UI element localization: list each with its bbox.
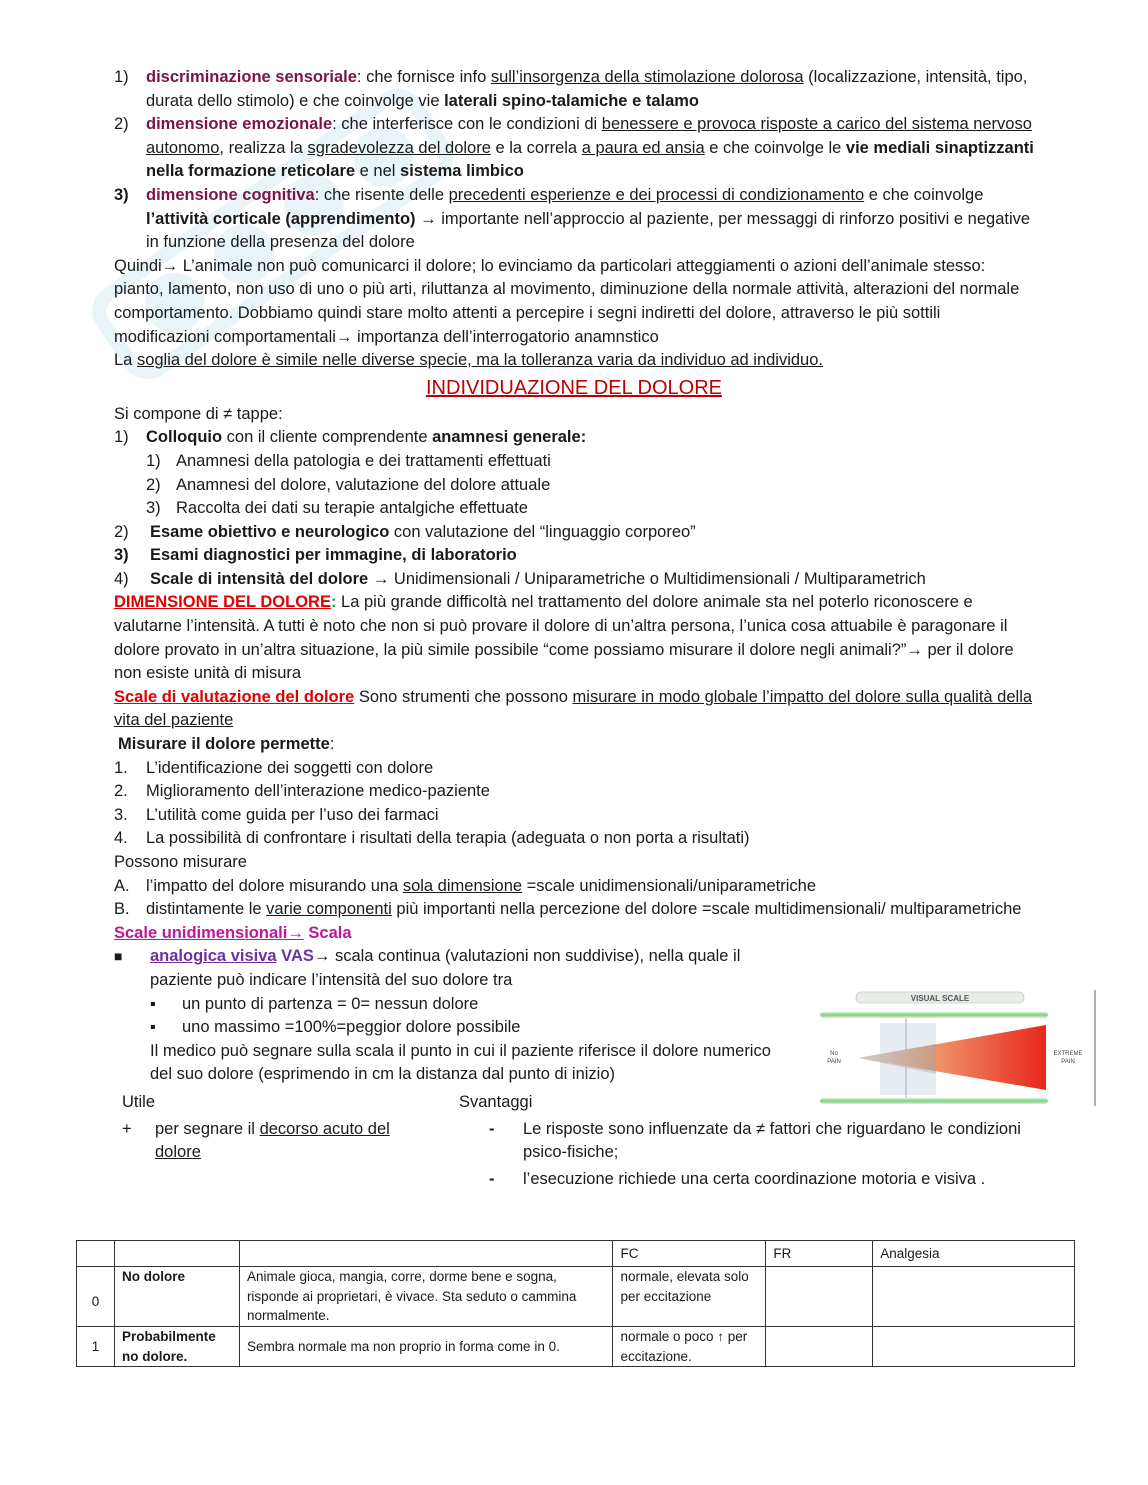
fc-cell: normale, elevata solo per eccitazione xyxy=(613,1267,766,1327)
section-title: INDIVIDUAZIONE DEL DOLORE xyxy=(426,376,722,399)
text: per segnare il xyxy=(155,1119,260,1138)
underlined-text: benessere e provoca risposte a carico del sistema nervoso autonomo, xyxy=(146,115,1032,157)
table-header-cell xyxy=(239,1241,613,1267)
paragraph-scale xyxy=(114,686,1034,733)
text: l’esecuzione richiede una certa coordinazione motoria e visiva . xyxy=(523,1169,986,1188)
score-cell: 1 xyxy=(77,1327,115,1367)
text: scala continua (valutazioni non suddivise), nella quale il paziente può indicare l’intensità del suo dolore tra xyxy=(150,947,741,989)
list-number: 3) xyxy=(146,499,161,518)
list-number: 3) xyxy=(114,546,129,565)
table-header-cell xyxy=(114,1241,239,1267)
list-item xyxy=(114,66,1034,113)
minus-icon: - xyxy=(489,1169,495,1188)
underlined-text: sola dimensione xyxy=(402,876,523,895)
underlined-text: varie componenti xyxy=(266,900,392,919)
text: Le risposte sono influenzate da ≠ fattori che riguardano le condizioni psico-fisiche; xyxy=(523,1119,1021,1162)
table-header-cell: FC xyxy=(613,1241,766,1267)
benefit-item xyxy=(114,780,1034,804)
arrow-right-icon: → xyxy=(335,327,353,346)
benefit-item xyxy=(114,827,1034,851)
text: per il dolore non esiste unità di misura xyxy=(114,640,1014,683)
list-number: 3) xyxy=(114,185,129,204)
description-cell: Animale gioca, mangia, corre, dorme bene e sogna, risponde ai proprietari, è vivace. Sta seduto o cammina normalmente. xyxy=(239,1267,613,1327)
small-square-bullet-icon: ▪ xyxy=(150,994,156,1013)
text: uno massimo =100%=peggior dolore possibile xyxy=(182,1018,521,1037)
text: L’animale non può comunicarci il dolore; lo evinciamo da particolari atteggiamenti o azioni dell’animale stesso: pianto, lamento, non uso di uno o più arti, riluttanza al movimento, diminuzione della normale attività, alterazioni del normale comportamento. Dobbiamo quindi stare molto attenti a percepire i segni indiretti del dolore, attraverso le più sottili modificazioni comportamentali xyxy=(114,256,1020,346)
underlined-text: precedenti esperienze e dei processi di condizionamento xyxy=(448,185,865,204)
table-header-cell: Analgesia xyxy=(873,1241,1075,1267)
paragraph-soglia xyxy=(114,349,1034,373)
term-label: Scale di valutazione del dolore xyxy=(114,687,355,706)
score-cell: 0 xyxy=(77,1267,115,1327)
underlined-text: a paura ed ansia xyxy=(581,138,705,157)
text: importante nell’approccio al paziente, per messaggi di rinforzo positivi e negative in funzione della presenza del dolore xyxy=(146,209,1031,252)
vas-point xyxy=(114,993,784,1017)
text: : che fornisce info xyxy=(356,68,491,86)
list-number: B. xyxy=(114,900,130,919)
measure-item xyxy=(114,875,1034,899)
intro-line: Si compone di ≠ tappe: xyxy=(114,404,283,423)
possono-line: Possono misurare xyxy=(114,853,247,871)
text: La xyxy=(114,351,137,370)
list-number: 2) xyxy=(146,475,161,494)
substep-item xyxy=(114,497,1034,521)
substep-item xyxy=(114,474,1034,498)
paragraph-dimensione xyxy=(114,591,1034,685)
text: Miglioramento dell’interazione medico-paziente xyxy=(146,782,490,801)
bold-text: l’attività corticale (apprendimento) xyxy=(146,209,416,228)
vas-note: Il medico può segnare sulla scala il punto in cui il paziente riferisce il dolore numerico del suo dolore (esprimendo in cm la distanza dal punto di inizio) xyxy=(150,1041,771,1084)
text: : che interferisce con le condizioni di xyxy=(332,115,602,134)
text: con il cliente comprendente xyxy=(222,428,433,447)
no-pain-label-2: PAIN xyxy=(827,1059,841,1065)
text: distintamente le xyxy=(146,900,267,919)
term-label: DIMENSIONE DEL DOLORE xyxy=(114,593,331,612)
text: : xyxy=(330,593,337,612)
term-label: Scale unidimensionali xyxy=(114,923,288,942)
paragraph-quindi xyxy=(114,255,1034,349)
term-label: analogica visiva xyxy=(150,947,277,966)
list-number: 1) xyxy=(146,451,161,470)
text: Anamnesi del dolore, valutazione del dolore attuale xyxy=(176,475,551,494)
bold-text: Misurare il dolore permette xyxy=(118,735,330,754)
table-row xyxy=(77,1327,1075,1367)
vas-block xyxy=(114,945,784,1087)
text: più importanti nella percezione del dolore =scale multidimensionali/ multiparametriche xyxy=(391,900,1022,919)
description-cell: Sembra normale ma non proprio in forma come in 0. xyxy=(239,1327,613,1367)
text: un punto di partenza = 0= nessun dolore xyxy=(182,994,479,1013)
bold-text: Colloquio xyxy=(146,428,223,447)
list-number: 1) xyxy=(114,428,129,447)
label-cell: Probabilmente no dolore. xyxy=(114,1327,239,1367)
underlined-text: decorso acuto del dolore xyxy=(155,1119,390,1162)
cons-item xyxy=(459,1168,1039,1192)
list-number: 2) xyxy=(114,522,129,541)
analgesia-cell xyxy=(873,1327,1075,1367)
list-number: 2. xyxy=(114,782,128,801)
unidimensional-heading xyxy=(114,922,1034,946)
text: con valutazione del “linguaggio corporeo” xyxy=(389,522,696,541)
table-header-row xyxy=(77,1241,1075,1267)
list-number: 2) xyxy=(114,115,129,134)
text: La più grande difficoltà nel trattamento del dolore animale sta nel poterlo riconoscere e valutarne l’intensità. A tutti è noto che non si può provare il dolore di un’altra persona, l’unica cosa attuabile è paragonare il dolore provato in un’altra situazione, la più simile possibile “come possiamo misurare il dolore negli animali?” xyxy=(114,593,1008,659)
arrow-right-icon: → xyxy=(906,640,923,659)
bold-text: laterali spino-talamiche e talamo xyxy=(444,91,700,110)
step-item xyxy=(114,521,1034,545)
square-bullet-icon: ■ xyxy=(114,948,123,965)
cons-item xyxy=(459,1118,1039,1165)
text: : che risente delle xyxy=(314,185,449,204)
text: La possibilità di confrontare i risultati della terapia (adeguata o non porta a risultati) xyxy=(146,829,750,848)
text: L’utilità come guida per l’uso dei farmaci xyxy=(146,805,439,824)
underlined-text: misurare in modo globale l’impatto del dolore sulla qualità della vita del paziente xyxy=(114,687,1033,730)
arrow-right-icon: → xyxy=(372,569,390,588)
bold-text: vie mediali sinaptizzanti nella formazione reticolare xyxy=(146,138,1034,181)
pros-column xyxy=(122,1091,422,1165)
step-item xyxy=(114,426,1034,450)
bold-text: Esami diagnostici per immagine, di laboratorio xyxy=(150,546,517,565)
bold-text: Esame obiettivo e neurologico xyxy=(150,522,390,541)
label-cell: No dolore xyxy=(114,1267,239,1327)
list-number: 3. xyxy=(114,805,128,824)
text: Anamnesi della patologia e dei trattamenti effettuati xyxy=(176,451,551,470)
text: =scale unidimensionali/uniparametriche xyxy=(522,876,817,895)
text: L’identificazione dei soggetti con dolore xyxy=(146,758,434,777)
arrow-right-icon: → xyxy=(287,923,304,942)
text: Unidimensionali / Uniparametriche o Multidimensionali / Multiparametrich xyxy=(389,569,926,588)
arrow-right-icon: → xyxy=(161,256,179,275)
fr-cell xyxy=(766,1327,873,1367)
underlined-text: soglia del dolore è simile nelle diverse specie, ma la tolleranza varia da individuo ad individuo. xyxy=(136,351,823,370)
step-item xyxy=(114,544,1034,568)
plus-icon: + xyxy=(122,1119,132,1138)
text: VAS xyxy=(276,947,314,966)
table-row xyxy=(77,1267,1075,1327)
pros-item xyxy=(122,1118,422,1165)
benefit-item xyxy=(114,804,1034,828)
fr-cell xyxy=(766,1267,873,1327)
table-header-cell: FR xyxy=(766,1241,873,1267)
text: : xyxy=(329,735,335,754)
no-pain-label-1: No xyxy=(830,1051,838,1057)
term-label: discriminazione sensoriale xyxy=(146,68,357,86)
cons-title: Svantaggi xyxy=(459,1092,533,1111)
visual-scale-figure xyxy=(818,990,1098,1110)
text: e che coinvolge xyxy=(864,185,984,204)
term-label: dimensione cognitiva xyxy=(146,185,315,204)
measure-item xyxy=(114,898,1034,922)
extreme-pain-label-2: PAIN xyxy=(1061,1059,1075,1065)
minus-icon: - xyxy=(489,1119,495,1138)
text: e la correla xyxy=(490,138,582,157)
misurare-heading xyxy=(114,733,1034,757)
bold-text: anamnesi generale: xyxy=(432,428,587,447)
list-item xyxy=(114,184,1034,255)
benefit-item xyxy=(114,757,1034,781)
text: e che coinvolge le xyxy=(704,138,846,157)
substep-item xyxy=(114,450,1034,474)
text: Scala xyxy=(303,923,352,942)
text: importanza dell’interrogatorio anamnstico xyxy=(352,327,659,346)
text: Raccolta dei dati su terapie antalgiche effettuate xyxy=(176,499,528,518)
list-number: 4. xyxy=(114,829,128,848)
text: (localizzazione, intensità, tipo, durata dello stimolo) e che coinvolge vie xyxy=(146,68,1028,110)
text: Quindi xyxy=(114,256,162,275)
list-number: 1. xyxy=(114,758,128,777)
list-number: 1) xyxy=(114,68,129,86)
fc-cell: normale o poco ↑ per eccitazione. xyxy=(613,1327,766,1367)
pain-score-table xyxy=(76,1240,1075,1367)
list-item xyxy=(114,113,1034,184)
arrow-right-icon: → xyxy=(313,947,331,966)
list-number: A. xyxy=(114,876,130,895)
vas-item xyxy=(114,945,784,992)
step-item xyxy=(114,568,1034,592)
text: e nel xyxy=(355,162,401,181)
bold-text: sistema limbico xyxy=(400,162,524,181)
arrow-right-icon: → xyxy=(420,209,437,228)
text: l’impatto del dolore misurando una xyxy=(146,876,403,895)
extreme-pain-label-1: EXTREME xyxy=(1053,1051,1083,1057)
figure-title: VISUAL SCALE xyxy=(910,994,970,1003)
bold-text: Scale di intensità del dolore xyxy=(150,569,369,588)
vas-point xyxy=(114,1016,784,1040)
text: realizza la xyxy=(223,138,308,157)
underlined-text: sull’insorgenza della stimolazione dolorosa xyxy=(490,68,804,86)
list-number: 4) xyxy=(114,569,129,588)
term-label: dimensione emozionale xyxy=(146,115,333,134)
table-header-cell xyxy=(77,1241,115,1267)
analgesia-cell xyxy=(873,1267,1075,1327)
underlined-text: sgradevolezza del dolore xyxy=(307,138,491,157)
text: Sono strumenti che possono xyxy=(354,687,573,706)
pros-title: Utile xyxy=(122,1092,156,1111)
small-square-bullet-icon: ▪ xyxy=(150,1018,156,1037)
